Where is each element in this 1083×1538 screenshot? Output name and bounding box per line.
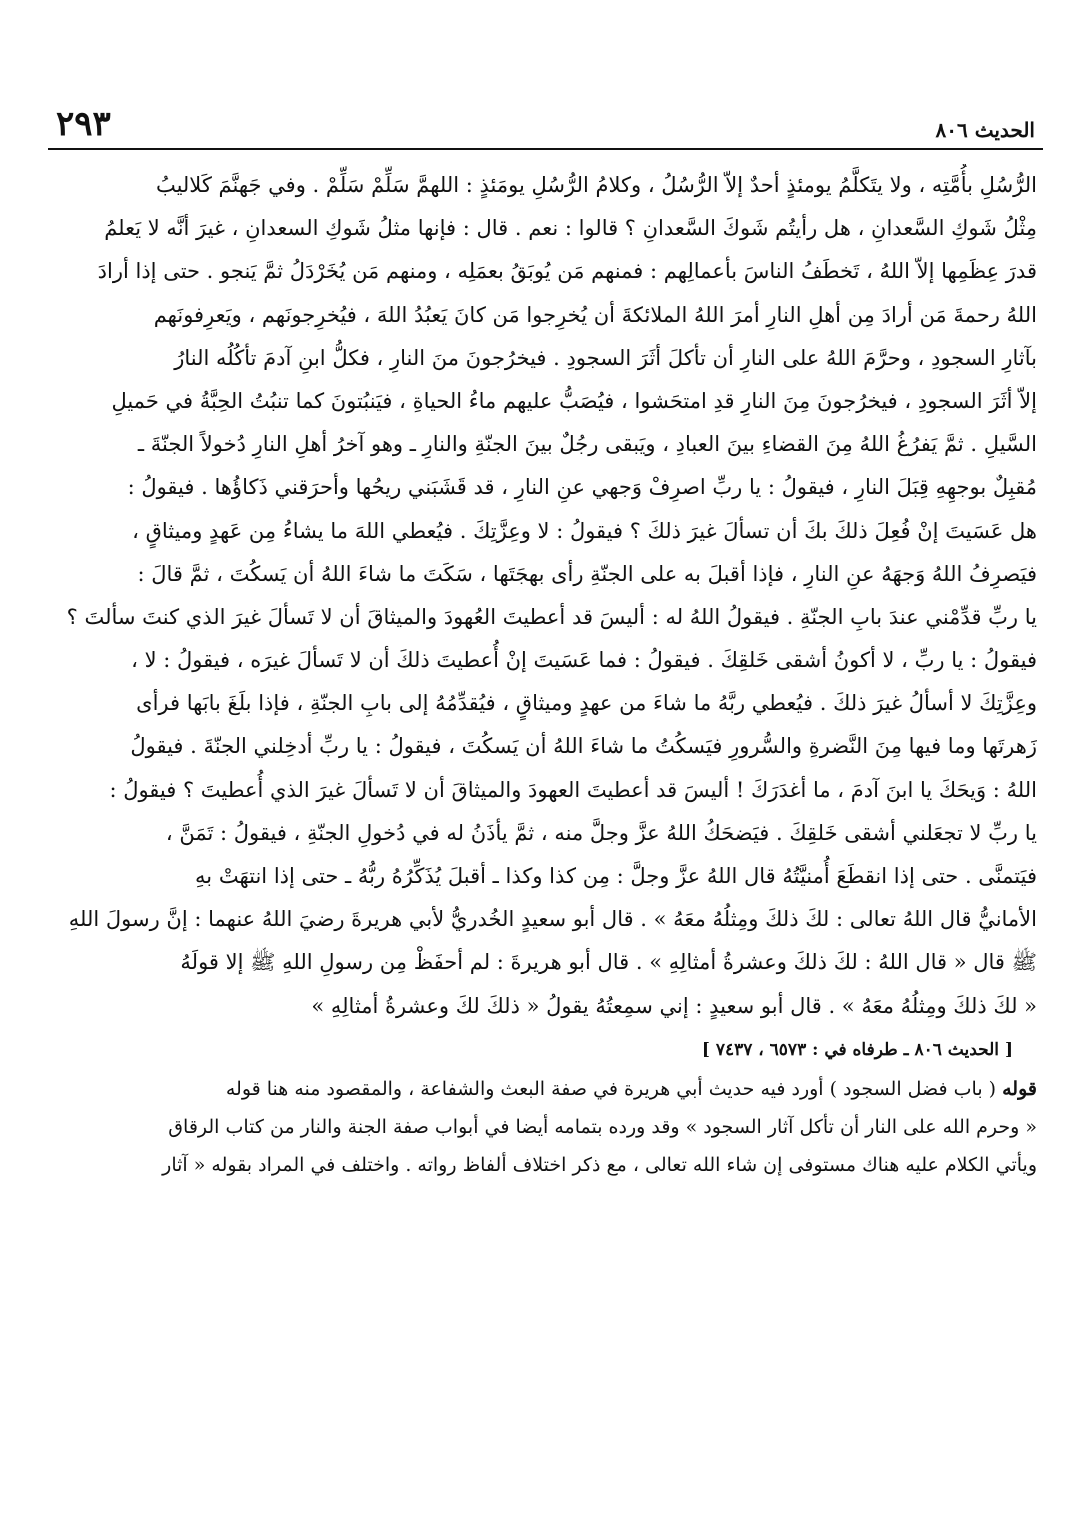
commentary-lead: قوله xyxy=(1002,1077,1037,1100)
commentary-section xyxy=(48,1070,1043,1184)
text-line: هل عَسَيتَ إنْ فُعِلَ ذلكَ بكَ أن تسألَ غيرَ ذلكَ ؟ فيقولُ : لا وعِزَّتِكَ . فيُعطي اللهَ ما يشاءُ مِن عَهدٍ وميثاقٍ ، xyxy=(132,518,1037,543)
text-line: السَّيلِ . ثمَّ يَفرُغُ اللهُ مِنَ القضاءِ بينَ العبادِ ، ويَبقى رجُلٌ بينَ الجنّةِ والنارِ ـ وهو آخرُ أهلِ النارِ دُخولاً الجنّةَ ـ xyxy=(137,432,1037,457)
text-line: اللهُ رحمةَ مَن أرادَ مِن أهلِ النارِ أمرَ اللهُ الملائكةَ أن يُخرِجوا مَن كانَ يَعبُدُ اللهَ ، فيُخرِجونَهم ، ويَعرِفونَهم xyxy=(153,302,1037,327)
text-line: يا ربِّ لا تجعَلني أشقى خَلقِكَ . فيَضحَكُ اللهُ عزَّ وجلَّ منه ، ثمَّ يأذَنُ له في دُخولِ الجنّةِ ، فيقولُ : تَمَنَّ ، xyxy=(165,820,1037,845)
text-line: مِثْلُ شَوكِ السَّعدانِ ، هل رأيتُم شَوكَ السَّعدانِ ؟ قالوا : نعم . قال : فإنها مثلُ شَوكِ السعدانِ ، غيرَ أنَّه لا يَعلمُ xyxy=(104,216,1037,241)
text-line: إلاّ أثَرَ السجودِ ، فيخرُجونَ مِنَ النارِ قدِ امتحَشوا ، فيُصَبُّ عليهم ماءُ الحياةِ ، فيَنبُتونَ كما تنبُتُ الحِبَّةُ في حَميلِ xyxy=(111,388,1037,413)
hadith-text xyxy=(48,164,1043,1028)
page-number: ٢٩٣ xyxy=(56,104,111,144)
hadith-crossref: [ الحديث ٨٠٦ ـ طرفاه في : ٦٥٧٣ ، ٧٤٣٧ ] xyxy=(701,1039,1013,1060)
text-line: مُقبِلٌ بوجهِهِ قِبَلَ النارِ ، فيقولُ : يا ربِّ اصرِفْ وَجهي عنِ النارِ ، قد قَشَبَني ريحُها وأحرَقني ذَكاؤُها . فيقولُ : xyxy=(127,475,1037,500)
commentary-line: « وحرم الله على النار أن تأكل آثار السجود » وقد ورده بتمامه أيضا في أبواب صفة الجنة والنار من كتاب الرقاق xyxy=(168,1115,1037,1138)
hadith-number-label: الحديث ٨٠٦ xyxy=(935,118,1035,142)
text-line: « لكَ ذلكَ ومِثلُهُ معَهُ » . قال أبو سعيدٍ : إني سمِعتُهُ يقولُ « ذلكَ لكَ وعشرةُ أمثالِهِ » xyxy=(311,993,1037,1018)
page-header xyxy=(48,100,1043,150)
text-line: وعِزَّتِكَ لا أسألُ غيرَ ذلكَ . فيُعطي ربَّهُ ما شاءَ من عهدٍ وميثاقٍ ، فيُقدِّمُهُ إلى بابِ الجنّةِ ، فإذا بلَغَ بابَها فرأى xyxy=(136,691,1037,716)
text-line: اللهُ : وَيحَكَ يا ابنَ آدمَ ، ما أغدَرَكَ ! أليسَ قد أعطيتَ العهودَ والميثاقَ أن لا تَسألَ غيرَ الذي أُعطيتَ ؟ فيقولُ : xyxy=(109,777,1037,802)
text-line: فيقولُ : يا ربِّ ، لا أكونُ أشقى خَلقِكَ . فيقولُ : فما عَسَيتَ إنْ أُعطيتَ ذلكَ أن لا تَسألَ غيرَه ، فيقولُ : لا ، xyxy=(131,648,1037,673)
text-line: الأمانيُّ قال اللهُ تعالى : لكَ ذلكَ ومِثلُهُ معَهُ » . قال أبو سعيدٍ الخُدريُّ لأبي هريرةَ رضيَ اللهُ عنهما : إنَّ رسولَ اللهِ xyxy=(68,907,1037,932)
text-line: يا ربِّ قدِّمْني عندَ بابِ الجنّةِ . فيقولُ اللهُ له : أليسَ قد أعطيتَ العُهودَ والميثاقَ أن لا تَسألَ غيرَ الذي كنتَ سألتَ ؟ xyxy=(66,604,1037,629)
commentary-line xyxy=(54,1070,1037,1108)
commentary-line: ويأتي الكلام عليه هناك مستوفى إن شاء الله تعالى ، مع ذكر اختلاف ألفاظ رواته . واختلف في المراد بقوله « آثار xyxy=(162,1153,1037,1176)
text-line: فيَتمنَّى . حتى إذا انقطَعَ أُمنيَّتُهُ قال اللهُ عزَّ وجلَّ : مِن كذا وكذا ـ أقبلَ يُذَكِّرُهُ ربُّهُ ـ حتى إذا انتهَتْ بهِ xyxy=(195,864,1037,888)
document-page xyxy=(48,100,1043,1520)
commentary-text: ( باب فضل السجود ) أورد فيه حديث أبي هريرة في صفة البعث والشفاعة ، والمقصود منه هنا قوله xyxy=(225,1077,997,1100)
text-line: بآثارِ السجودِ ، وحرَّمَ اللهُ على النارِ أن تأكلَ أثَرَ السجودِ . فيخرُجونَ منَ النارِ ، فكلُّ ابنِ آدمَ تأكُلُه النارُ xyxy=(174,345,1037,370)
text-line: قدرَ عِظَمِها إلاّ اللهُ ، تَخطَفُ الناسَ بأعمالِهم : فمنهم مَن يُوبَقُ بعمَلِه ، ومنهم مَن يُخَرْدَلُ ثمَّ يَنجو . حتى إذا أرادَ xyxy=(97,259,1037,284)
text-line: الرُّسُلِ بأُمَّتِه ، ولا يتَكلَّمُ يومئذٍ أحدٌ إلاّ الرُّسُلُ ، وكلامُ الرُّسُلِ يومَئذٍ : اللهمَّ سَلِّمْ سَلِّمْ . وفي جَهنَّمَ كَلاليبُ xyxy=(155,173,1037,197)
text-line: زَهرتَها وما فيها مِنَ النَّضرةِ والسُّرورِ فيَسكُتُ ما شاءَ اللهُ أن يَسكُتَ ، فيقولُ : يا ربِّ أدخِلني الجنّةَ . فيقولُ xyxy=(130,734,1037,759)
text-line: فيَصرِفُ اللهُ وَجهَهُ عنِ النارِ ، فإذا أقبلَ به على الجنّةِ رأى بهجَتَها ، سَكَتَ ما شاءَ اللهُ أن يَسكُتَ ، ثمَّ قالَ : xyxy=(137,561,1037,586)
text-line: ﷺ قال « قال اللهُ : لكَ ذلكَ وعشرةُ أمثالِهِ » . قال أبو هريرةَ : لم أحفَظْ مِن رسولِ اللهِ ﷺ إلا قولَهُ xyxy=(180,950,1037,975)
